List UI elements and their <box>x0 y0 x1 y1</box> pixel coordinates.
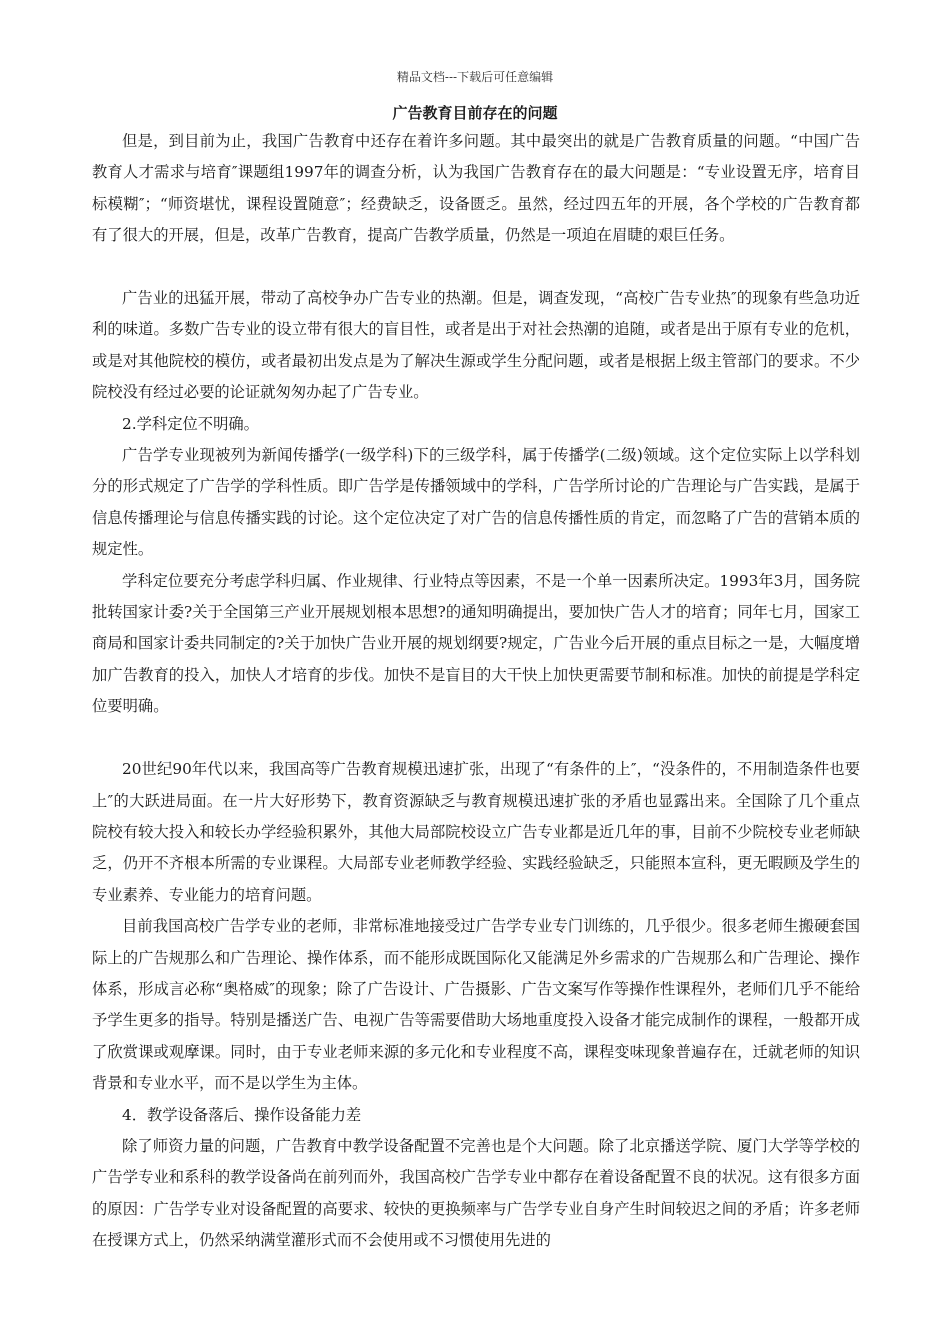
section-heading: 4．教学设备落后、操作设备能力差 <box>122 1105 362 1124</box>
document-body <box>92 126 860 1257</box>
paragraph: 广告学专业现被列为新闻传播学(一级学科)下的三级学科，属于传播学(二级)领域。这个定位实际上以学科划分的形式规定了广告学的学科性质。即广告学是传播领域中的学科，广告学所讨论的广告理论与广告实践，是属于信息传播理论与信息传播实践的讨论。这个定位决定了对广告的信息传播性质的肯定，而忽略了广告的营销本质的规定性。 <box>92 446 860 559</box>
blank-line <box>92 252 860 283</box>
paragraph: 学科定位要充分考虑学科归属、作业规律、行业特点等因素，不是一个单一因素所决定。1993年3月，国务院批转国家计委?关于全国第三产业开展规划根本思想?的通知明确提出，要加快广告人才的培育；同年七月，国家工商局和国家计委共同制定的?关于加快广告业开展的规划纲要?规定，广告业今后开展的重点目标之一是，大幅度增加广告教育的投入，加快人才培育的步伐。加快不是盲目的大干快上加快更需要节制和标准。加快的前提是学科定位要明确。 <box>92 571 860 716</box>
paragraph: 除了师资力量的问题，广告教育中教学设备配置不完善也是个大问题。除了北京播送学院、厦门大学等学校的广告学专业和系科的教学设备尚在前列而外，我国高校广告学专业中都存在着设备配置不良的状况。这有很多方面的原因：广告学专业对设备配置的高要求、较快的更换频率与广告学专业自身产生时间较迟之间的矛盾；许多老师在授课方式上，仍然采纳满堂灌形式而不会使用或不习惯使用先进的 <box>92 1136 860 1250</box>
blank-line <box>92 723 860 754</box>
paragraph: 但是，到目前为止，我国广告教育中还存在着许多问题。其中最突出的就是广告教育质量的问题。“中国广告教育人才需求与培育″课题组1997年的调查分析，认为我国广告教育存在的最大问题是：“专业设置无序，培育目标模糊″；“师资堪忧，课程设置随意″；经费缺乏，设备匮乏。虽然，经过四五年的开展，各个学校的广告教育都有了很大的开展，但是，改革广告教育，提高广告教学质量，仍然是一项迫在眉睫的艰巨任务。 <box>92 132 860 245</box>
paragraph: 广告业的迅猛开展，带动了高校争办广告专业的热潮。但是，调查发现，“高校广告专业热″的现象有些急功近利的味道。多数广告专业的设立带有很大的盲目性，或者是出于对社会热潮的追随，或者是出于原有专业的危机，或是对其他院校的模仿，或者最初出发点是为了解决生源或学生分配问题，或者是根据上级主管部门的要求。不少院校没有经过必要的论证就匆匆办起了广告专业。 <box>92 289 860 402</box>
paragraph: 20世纪90年代以来，我国高等广告教育规模迅速扩张，出现了“有条件的上″，“没条件的，不用制造条件也要上″的大跃进局面。在一片大好形势下，教育资源缺乏与教育规模迅速扩张的矛盾也显露出来。全国除了几个重点院校有较大投入和较长办学经验积累外，其他大局部院校设立广告专业都是近几年的事，目前不少院校专业老师缺乏，仍开不齐根本所需的专业课程。大局部专业老师教学经验、实践经验缺乏，只能照本宣科，更无暇顾及学生的专业素养、专业能力的培育问题。 <box>92 760 860 904</box>
page-header: 精品文档---下载后可任意编辑 <box>396 70 554 84</box>
section-heading: 2.学科定位不明确。 <box>122 414 259 433</box>
document-title: 广告教育目前存在的问题 <box>392 104 558 122</box>
paragraph: 目前我国高校广告学专业的老师，非常标准地接受过广告学专业专门训练的，几乎很少。很多老师生搬硬套国际上的广告规那么和广告理论、操作体系，而不能形成既国际化又能满足外乡需求的广告规那么和广告理论、操作体系，形成言必称“奥格威″的现象；除了广告设计、广告摄影、广告文案写作等操作性课程外，老师们几乎不能给予学生更多的指导。特别是播送广告、电视广告等需要借助大场地重度投入设备才能完成制作的课程，一般都开成了欣赏课或观摩课。同时，由于专业老师来源的多元化和专业程度不高，课程变味现象普遍存在，迁就老师的知识背景和专业水平，而不是以学生为主体。 <box>92 917 860 1093</box>
